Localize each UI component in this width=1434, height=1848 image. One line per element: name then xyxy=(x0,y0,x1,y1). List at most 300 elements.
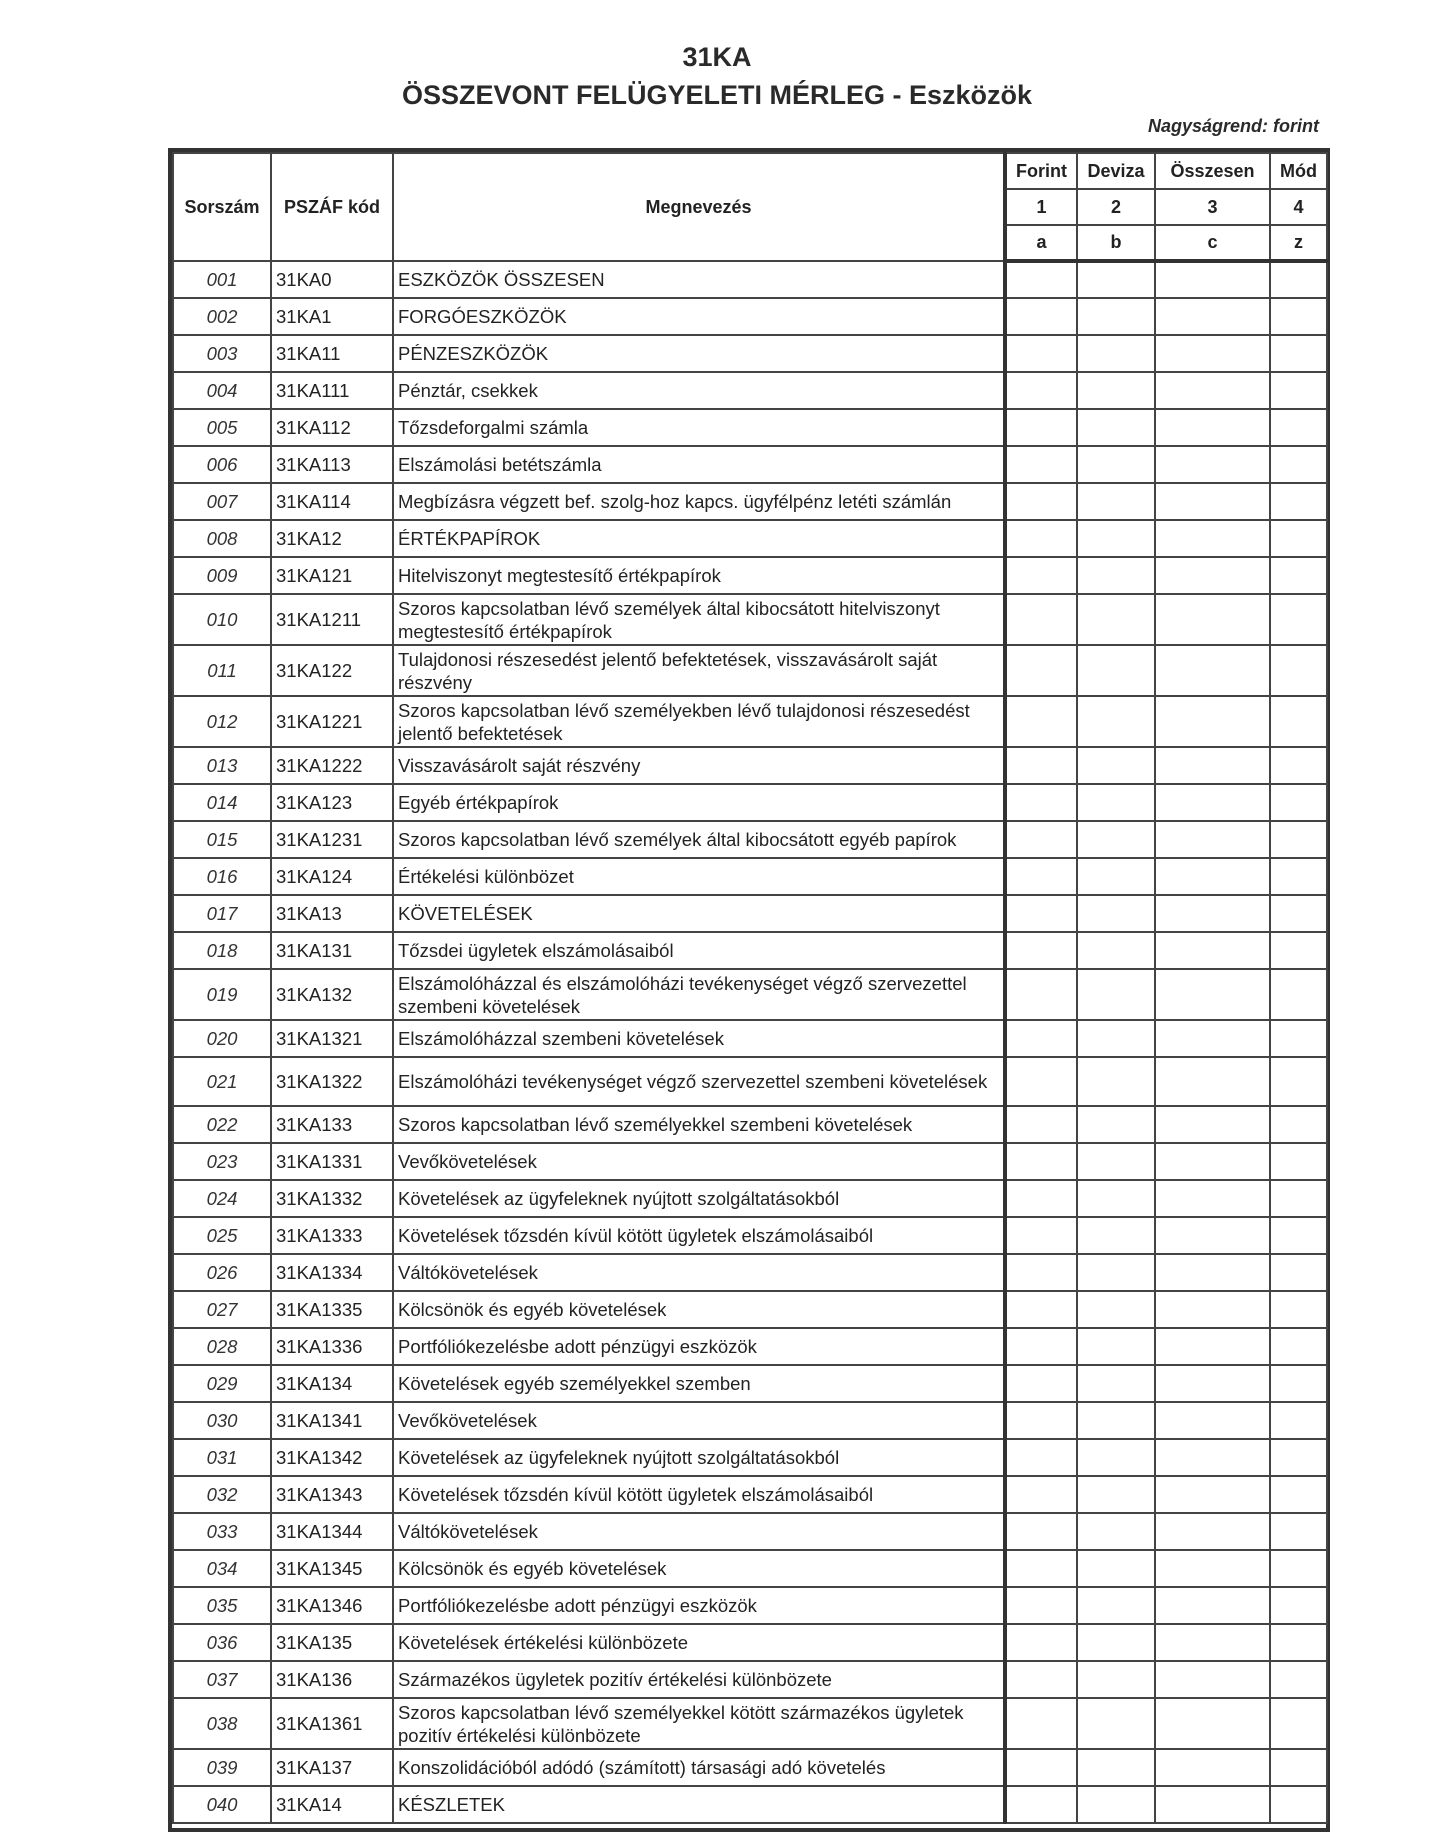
table-row xyxy=(173,895,1327,932)
pszaf-code: 31KA11 xyxy=(271,335,393,372)
deviza-value-cell[interactable] xyxy=(1077,1476,1155,1513)
deviza-value-cell[interactable] xyxy=(1077,483,1155,520)
deviza-value-cell[interactable] xyxy=(1077,1661,1155,1698)
item-name: Tulajdonosi részesedést jelentő befektetések, visszavásárolt saját részvény xyxy=(393,645,1005,696)
row-number: 012 xyxy=(173,696,271,747)
osszesen-value-cell[interactable] xyxy=(1155,1550,1270,1587)
deviza-value-cell[interactable] xyxy=(1077,895,1155,932)
pszaf-code: 31KA1322 xyxy=(271,1057,393,1106)
table-row xyxy=(173,1402,1327,1439)
deviza-value-cell[interactable] xyxy=(1077,261,1155,298)
forint-value-cell[interactable] xyxy=(1005,1020,1077,1057)
table-row xyxy=(173,821,1327,858)
mod-value-cell[interactable] xyxy=(1270,895,1327,932)
forint-value-cell[interactable] xyxy=(1005,858,1077,895)
pszaf-code: 31KA1332 xyxy=(271,1180,393,1217)
deviza-value-cell[interactable] xyxy=(1077,1328,1155,1365)
mod-value-cell[interactable] xyxy=(1270,1476,1327,1513)
forint-value-cell[interactable] xyxy=(1005,1291,1077,1328)
deviza-value-cell[interactable] xyxy=(1077,1698,1155,1749)
forint-value-cell[interactable] xyxy=(1005,1057,1077,1106)
table-row xyxy=(173,1786,1327,1823)
item-name: Kölcsönök és egyéb követelések xyxy=(393,1291,1005,1328)
forint-value-cell[interactable] xyxy=(1005,1180,1077,1217)
item-name: Portfóliókezelésbe adott pénzügyi eszközök xyxy=(393,1328,1005,1365)
row-number: 027 xyxy=(173,1291,271,1328)
item-name: ÉRTÉKPAPÍROK xyxy=(393,520,1005,557)
item-name: Követelések az ügyfeleknek nyújtott szolgáltatásokból xyxy=(393,1180,1005,1217)
osszesen-value-cell[interactable] xyxy=(1155,483,1270,520)
deviza-value-cell[interactable] xyxy=(1077,696,1155,747)
header-num: 1 xyxy=(1005,189,1077,225)
deviza-value-cell[interactable] xyxy=(1077,645,1155,696)
table-row xyxy=(173,1513,1327,1550)
row-number: 015 xyxy=(173,821,271,858)
balance-sheet-table xyxy=(168,148,1330,1832)
osszesen-value-cell[interactable] xyxy=(1155,372,1270,409)
osszesen-value-cell[interactable] xyxy=(1155,1180,1270,1217)
row-number: 023 xyxy=(173,1143,271,1180)
forint-value-cell[interactable] xyxy=(1005,483,1077,520)
table-row xyxy=(173,1698,1327,1749)
deviza-value-cell[interactable] xyxy=(1077,969,1155,1020)
forint-value-cell[interactable] xyxy=(1005,1402,1077,1439)
osszesen-value-cell[interactable] xyxy=(1155,1661,1270,1698)
pszaf-code: 31KA124 xyxy=(271,858,393,895)
forint-value-cell[interactable] xyxy=(1005,298,1077,335)
deviza-value-cell[interactable] xyxy=(1077,1550,1155,1587)
table-row xyxy=(173,858,1327,895)
forint-value-cell[interactable] xyxy=(1005,409,1077,446)
forint-value-cell[interactable] xyxy=(1005,520,1077,557)
forint-value-cell[interactable] xyxy=(1005,1624,1077,1661)
mod-value-cell[interactable] xyxy=(1270,696,1327,747)
item-name: Egyéb értékpapírok xyxy=(393,784,1005,821)
osszesen-value-cell[interactable] xyxy=(1155,1476,1270,1513)
pszaf-code: 31KA1341 xyxy=(271,1402,393,1439)
forint-value-cell[interactable] xyxy=(1005,1439,1077,1476)
osszesen-value-cell[interactable] xyxy=(1155,932,1270,969)
forint-value-cell[interactable] xyxy=(1005,1365,1077,1402)
osszesen-value-cell[interactable] xyxy=(1155,821,1270,858)
osszesen-value-cell[interactable] xyxy=(1155,557,1270,594)
deviza-value-cell[interactable] xyxy=(1077,1587,1155,1624)
mod-value-cell[interactable] xyxy=(1270,520,1327,557)
row-number: 034 xyxy=(173,1550,271,1587)
item-name: Szoros kapcsolatban lévő személyekben lévő tulajdonosi részesedést jelentő befektetések xyxy=(393,696,1005,747)
osszesen-value-cell[interactable] xyxy=(1155,1217,1270,1254)
pszaf-code: 31KA1335 xyxy=(271,1291,393,1328)
deviza-value-cell[interactable] xyxy=(1077,409,1155,446)
item-name: FORGÓESZKÖZÖK xyxy=(393,298,1005,335)
osszesen-value-cell[interactable] xyxy=(1155,1143,1270,1180)
osszesen-value-cell[interactable] xyxy=(1155,969,1270,1020)
row-number: 035 xyxy=(173,1587,271,1624)
pszaf-code: 31KA122 xyxy=(271,645,393,696)
row-number: 022 xyxy=(173,1106,271,1143)
forint-value-cell[interactable] xyxy=(1005,1143,1077,1180)
mod-value-cell[interactable] xyxy=(1270,335,1327,372)
table-row xyxy=(173,1624,1327,1661)
item-name: Követelések tőzsdén kívül kötött ügyletek elszámolásaiból xyxy=(393,1217,1005,1254)
table-row xyxy=(173,1476,1327,1513)
table-row xyxy=(173,409,1327,446)
table-row xyxy=(173,335,1327,372)
pszaf-code: 31KA1 xyxy=(271,298,393,335)
table-row xyxy=(173,1106,1327,1143)
osszesen-value-cell[interactable] xyxy=(1155,298,1270,335)
osszesen-value-cell[interactable] xyxy=(1155,645,1270,696)
mod-value-cell[interactable] xyxy=(1270,1365,1327,1402)
forint-value-cell[interactable] xyxy=(1005,335,1077,372)
osszesen-value-cell[interactable] xyxy=(1155,1786,1270,1823)
mod-value-cell[interactable] xyxy=(1270,261,1327,298)
table-row xyxy=(173,932,1327,969)
mod-value-cell[interactable] xyxy=(1270,1143,1327,1180)
table-row xyxy=(173,520,1327,557)
forint-value-cell[interactable] xyxy=(1005,1661,1077,1698)
osszesen-value-cell[interactable] xyxy=(1155,1057,1270,1106)
table-row xyxy=(173,372,1327,409)
deviza-value-cell[interactable] xyxy=(1077,1057,1155,1106)
row-number: 005 xyxy=(173,409,271,446)
pszaf-code: 31KA1231 xyxy=(271,821,393,858)
mod-value-cell[interactable] xyxy=(1270,747,1327,784)
mod-value-cell[interactable] xyxy=(1270,1254,1327,1291)
row-number: 001 xyxy=(173,261,271,298)
osszesen-value-cell[interactable] xyxy=(1155,696,1270,747)
forint-value-cell[interactable] xyxy=(1005,557,1077,594)
mod-value-cell[interactable] xyxy=(1270,1698,1327,1749)
mod-value-cell[interactable] xyxy=(1270,1786,1327,1823)
mod-value-cell[interactable] xyxy=(1270,372,1327,409)
osszesen-value-cell[interactable] xyxy=(1155,1749,1270,1786)
table-row xyxy=(173,1587,1327,1624)
mod-value-cell[interactable] xyxy=(1270,1106,1327,1143)
deviza-value-cell[interactable] xyxy=(1077,1624,1155,1661)
table-row xyxy=(173,1254,1327,1291)
mod-value-cell[interactable] xyxy=(1270,1180,1327,1217)
mod-value-cell[interactable] xyxy=(1270,1624,1327,1661)
mod-value-cell[interactable] xyxy=(1270,821,1327,858)
table-row xyxy=(173,594,1327,645)
forint-value-cell[interactable] xyxy=(1005,1749,1077,1786)
forint-value-cell[interactable] xyxy=(1005,645,1077,696)
unit-note: Nagyságrend: forint xyxy=(1147,116,1319,136)
forint-value-cell[interactable] xyxy=(1005,1254,1077,1291)
deviza-value-cell[interactable] xyxy=(1077,520,1155,557)
pszaf-code: 31KA133 xyxy=(271,1106,393,1143)
item-name: Megbízásra végzett bef. szolg-hoz kapcs. ügyfélpénz letéti számlán xyxy=(393,483,1005,520)
row-number: 016 xyxy=(173,858,271,895)
pszaf-code: 31KA1211 xyxy=(271,594,393,645)
forint-value-cell[interactable] xyxy=(1005,1217,1077,1254)
deviza-value-cell[interactable] xyxy=(1077,1106,1155,1143)
header-megnevezes: Megnevezés xyxy=(393,153,1005,261)
mod-value-cell[interactable] xyxy=(1270,1020,1327,1057)
row-number: 032 xyxy=(173,1476,271,1513)
pszaf-code: 31KA123 xyxy=(271,784,393,821)
form-title: ÖSSZEVONT FELÜGYELETI MÉRLEG - Eszközök xyxy=(401,80,1033,110)
item-name: KÖVETELÉSEK xyxy=(393,895,1005,932)
row-number: 024 xyxy=(173,1180,271,1217)
mod-value-cell[interactable] xyxy=(1270,645,1327,696)
mod-value-cell[interactable] xyxy=(1270,1550,1327,1587)
item-name: Elszámolóházzal szembeni követelések xyxy=(393,1020,1005,1057)
header-num: 3 xyxy=(1155,189,1270,225)
item-name: ESZKÖZÖK ÖSSZESEN xyxy=(393,261,1005,298)
pszaf-code: 31KA1333 xyxy=(271,1217,393,1254)
forint-value-cell[interactable] xyxy=(1005,1476,1077,1513)
mod-value-cell[interactable] xyxy=(1270,1291,1327,1328)
forint-value-cell[interactable] xyxy=(1005,784,1077,821)
deviza-value-cell[interactable] xyxy=(1077,1143,1155,1180)
mod-value-cell[interactable] xyxy=(1270,483,1327,520)
osszesen-value-cell[interactable] xyxy=(1155,1402,1270,1439)
pszaf-code: 31KA132 xyxy=(271,969,393,1020)
table-row xyxy=(173,696,1327,747)
pszaf-code: 31KA111 xyxy=(271,372,393,409)
pszaf-code: 31KA12 xyxy=(271,520,393,557)
pszaf-code: 31KA112 xyxy=(271,409,393,446)
pszaf-code: 31KA1343 xyxy=(271,1476,393,1513)
deviza-value-cell[interactable] xyxy=(1077,1402,1155,1439)
table-row xyxy=(173,1057,1327,1106)
table-row xyxy=(173,969,1327,1020)
pszaf-code: 31KA13 xyxy=(271,895,393,932)
deviza-value-cell[interactable] xyxy=(1077,557,1155,594)
forint-value-cell[interactable] xyxy=(1005,1106,1077,1143)
item-name: Portfóliókezelésbe adott pénzügyi eszközök xyxy=(393,1587,1005,1624)
item-name: Szoros kapcsolatban lévő személyek által kibocsátott egyéb papírok xyxy=(393,821,1005,858)
osszesen-value-cell[interactable] xyxy=(1155,747,1270,784)
mod-value-cell[interactable] xyxy=(1270,858,1327,895)
table-row xyxy=(173,1143,1327,1180)
deviza-value-cell[interactable] xyxy=(1077,1786,1155,1823)
osszesen-value-cell[interactable] xyxy=(1155,1254,1270,1291)
mod-value-cell[interactable] xyxy=(1270,932,1327,969)
osszesen-value-cell[interactable] xyxy=(1155,1020,1270,1057)
deviza-value-cell[interactable] xyxy=(1077,932,1155,969)
osszesen-value-cell[interactable] xyxy=(1155,1291,1270,1328)
pszaf-code: 31KA1221 xyxy=(271,696,393,747)
mod-value-cell[interactable] xyxy=(1270,1057,1327,1106)
deviza-value-cell[interactable] xyxy=(1077,1365,1155,1402)
table-row xyxy=(173,1749,1327,1786)
osszesen-value-cell[interactable] xyxy=(1155,1513,1270,1550)
pszaf-code: 31KA137 xyxy=(271,1749,393,1786)
pszaf-code: 31KA134 xyxy=(271,1365,393,1402)
osszesen-value-cell[interactable] xyxy=(1155,446,1270,483)
row-number: 004 xyxy=(173,372,271,409)
mod-value-cell[interactable] xyxy=(1270,784,1327,821)
osszesen-value-cell[interactable] xyxy=(1155,409,1270,446)
pszaf-code: 31KA136 xyxy=(271,1661,393,1698)
row-number: 040 xyxy=(173,1786,271,1823)
row-number: 019 xyxy=(173,969,271,1020)
row-number: 007 xyxy=(173,483,271,520)
forint-value-cell[interactable] xyxy=(1005,1698,1077,1749)
header-deviza: Deviza xyxy=(1077,153,1155,189)
header-mod: Mód xyxy=(1270,153,1327,189)
row-number: 002 xyxy=(173,298,271,335)
deviza-value-cell[interactable] xyxy=(1077,594,1155,645)
table-row xyxy=(173,1365,1327,1402)
table-row xyxy=(173,1550,1327,1587)
item-name: Elszámolási betétszámla xyxy=(393,446,1005,483)
pszaf-code: 31KA135 xyxy=(271,1624,393,1661)
pszaf-code: 31KA131 xyxy=(271,932,393,969)
item-name: Elszámolóházzal és elszámolóházi tevékenységet végző szervezettel szembeni követelések xyxy=(393,969,1005,1020)
item-name: Váltókövetelések xyxy=(393,1254,1005,1291)
pszaf-code: 31KA1346 xyxy=(271,1587,393,1624)
forint-value-cell[interactable] xyxy=(1005,1328,1077,1365)
item-name: Származékos ügyletek pozitív értékelési különbözete xyxy=(393,1661,1005,1698)
deviza-value-cell[interactable] xyxy=(1077,372,1155,409)
pszaf-code: 31KA1342 xyxy=(271,1439,393,1476)
deviza-value-cell[interactable] xyxy=(1077,1749,1155,1786)
row-number: 029 xyxy=(173,1365,271,1402)
table-body xyxy=(173,261,1327,1823)
row-number: 021 xyxy=(173,1057,271,1106)
header-forint: Forint xyxy=(1005,153,1077,189)
pszaf-code: 31KA1334 xyxy=(271,1254,393,1291)
osszesen-value-cell[interactable] xyxy=(1155,520,1270,557)
forint-value-cell[interactable] xyxy=(1005,594,1077,645)
row-number: 031 xyxy=(173,1439,271,1476)
forint-value-cell[interactable] xyxy=(1005,747,1077,784)
item-name: Értékelési különbözet xyxy=(393,858,1005,895)
item-name: Szoros kapcsolatban lévő személyek által kibocsátott hitelviszonyt megtestesítő értékpapírok xyxy=(393,594,1005,645)
table-row xyxy=(173,1661,1327,1698)
deviza-value-cell[interactable] xyxy=(1077,1513,1155,1550)
deviza-value-cell[interactable] xyxy=(1077,1254,1155,1291)
table-row xyxy=(173,298,1327,335)
row-number: 006 xyxy=(173,446,271,483)
table-row xyxy=(173,784,1327,821)
item-name: Vevőkövetelések xyxy=(393,1402,1005,1439)
pszaf-code: 31KA1321 xyxy=(271,1020,393,1057)
deviza-value-cell[interactable] xyxy=(1077,1439,1155,1476)
mod-value-cell[interactable] xyxy=(1270,446,1327,483)
mod-value-cell[interactable] xyxy=(1270,969,1327,1020)
header-letter: c xyxy=(1155,225,1270,261)
table-row xyxy=(173,483,1327,520)
osszesen-value-cell[interactable] xyxy=(1155,858,1270,895)
deviza-value-cell[interactable] xyxy=(1077,821,1155,858)
pszaf-code: 31KA1344 xyxy=(271,1513,393,1550)
mod-value-cell[interactable] xyxy=(1270,409,1327,446)
mod-value-cell[interactable] xyxy=(1270,1217,1327,1254)
osszesen-value-cell[interactable] xyxy=(1155,594,1270,645)
row-number: 033 xyxy=(173,1513,271,1550)
deviza-value-cell[interactable] xyxy=(1077,1020,1155,1057)
osszesen-value-cell[interactable] xyxy=(1155,1365,1270,1402)
forint-value-cell[interactable] xyxy=(1005,932,1077,969)
osszesen-value-cell[interactable] xyxy=(1155,1698,1270,1749)
forint-value-cell[interactable] xyxy=(1005,895,1077,932)
deviza-value-cell[interactable] xyxy=(1077,335,1155,372)
table-row xyxy=(173,1291,1327,1328)
mod-value-cell[interactable] xyxy=(1270,1587,1327,1624)
item-name: Pénztár, csekkek xyxy=(393,372,1005,409)
osszesen-value-cell[interactable] xyxy=(1155,1439,1270,1476)
item-name: Vevőkövetelések xyxy=(393,1143,1005,1180)
deviza-value-cell[interactable] xyxy=(1077,446,1155,483)
table-row xyxy=(173,747,1327,784)
osszesen-value-cell[interactable] xyxy=(1155,335,1270,372)
osszesen-value-cell[interactable] xyxy=(1155,784,1270,821)
deviza-value-cell[interactable] xyxy=(1077,747,1155,784)
row-number: 010 xyxy=(173,594,271,645)
deviza-value-cell[interactable] xyxy=(1077,1291,1155,1328)
row-number: 037 xyxy=(173,1661,271,1698)
mod-value-cell[interactable] xyxy=(1270,1749,1327,1786)
deviza-value-cell[interactable] xyxy=(1077,1180,1155,1217)
row-number: 020 xyxy=(173,1020,271,1057)
mod-value-cell[interactable] xyxy=(1270,557,1327,594)
header-num: 4 xyxy=(1270,189,1327,225)
deviza-value-cell[interactable] xyxy=(1077,858,1155,895)
forint-value-cell[interactable] xyxy=(1005,446,1077,483)
row-number: 025 xyxy=(173,1217,271,1254)
row-number: 026 xyxy=(173,1254,271,1291)
osszesen-value-cell[interactable] xyxy=(1155,1106,1270,1143)
header-num: 2 xyxy=(1077,189,1155,225)
mod-value-cell[interactable] xyxy=(1270,594,1327,645)
osszesen-value-cell[interactable] xyxy=(1155,1624,1270,1661)
forint-value-cell[interactable] xyxy=(1005,1786,1077,1823)
forint-value-cell[interactable] xyxy=(1005,1587,1077,1624)
mod-value-cell[interactable] xyxy=(1270,1661,1327,1698)
mod-value-cell[interactable] xyxy=(1270,1328,1327,1365)
osszesen-value-cell[interactable] xyxy=(1155,1328,1270,1365)
mod-value-cell[interactable] xyxy=(1270,298,1327,335)
osszesen-value-cell[interactable] xyxy=(1155,1587,1270,1624)
forint-value-cell[interactable] xyxy=(1005,821,1077,858)
row-number: 009 xyxy=(173,557,271,594)
forint-value-cell[interactable] xyxy=(1005,261,1077,298)
pszaf-code: 31KA14 xyxy=(271,1786,393,1823)
deviza-value-cell[interactable] xyxy=(1077,784,1155,821)
osszesen-value-cell[interactable] xyxy=(1155,261,1270,298)
mod-value-cell[interactable] xyxy=(1270,1402,1327,1439)
table-row xyxy=(173,1439,1327,1476)
forint-value-cell[interactable] xyxy=(1005,372,1077,409)
row-number: 038 xyxy=(173,1698,271,1749)
item-name: KÉSZLETEK xyxy=(393,1786,1005,1823)
header-letter: a xyxy=(1005,225,1077,261)
pszaf-code: 31KA1345 xyxy=(271,1550,393,1587)
osszesen-value-cell[interactable] xyxy=(1155,895,1270,932)
forint-value-cell[interactable] xyxy=(1005,1550,1077,1587)
forint-value-cell[interactable] xyxy=(1005,1513,1077,1550)
item-name: Követelések egyéb személyekkel szemben xyxy=(393,1365,1005,1402)
pszaf-code: 31KA1361 xyxy=(271,1698,393,1749)
forint-value-cell[interactable] xyxy=(1005,696,1077,747)
deviza-value-cell[interactable] xyxy=(1077,298,1155,335)
deviza-value-cell[interactable] xyxy=(1077,1217,1155,1254)
mod-value-cell[interactable] xyxy=(1270,1439,1327,1476)
table-row xyxy=(173,645,1327,696)
header-letter: b xyxy=(1077,225,1155,261)
row-number: 011 xyxy=(173,645,271,696)
mod-value-cell[interactable] xyxy=(1270,1513,1327,1550)
row-number: 017 xyxy=(173,895,271,932)
forint-value-cell[interactable] xyxy=(1005,969,1077,1020)
row-number: 014 xyxy=(173,784,271,821)
item-name: Követelések értékelési különbözete xyxy=(393,1624,1005,1661)
